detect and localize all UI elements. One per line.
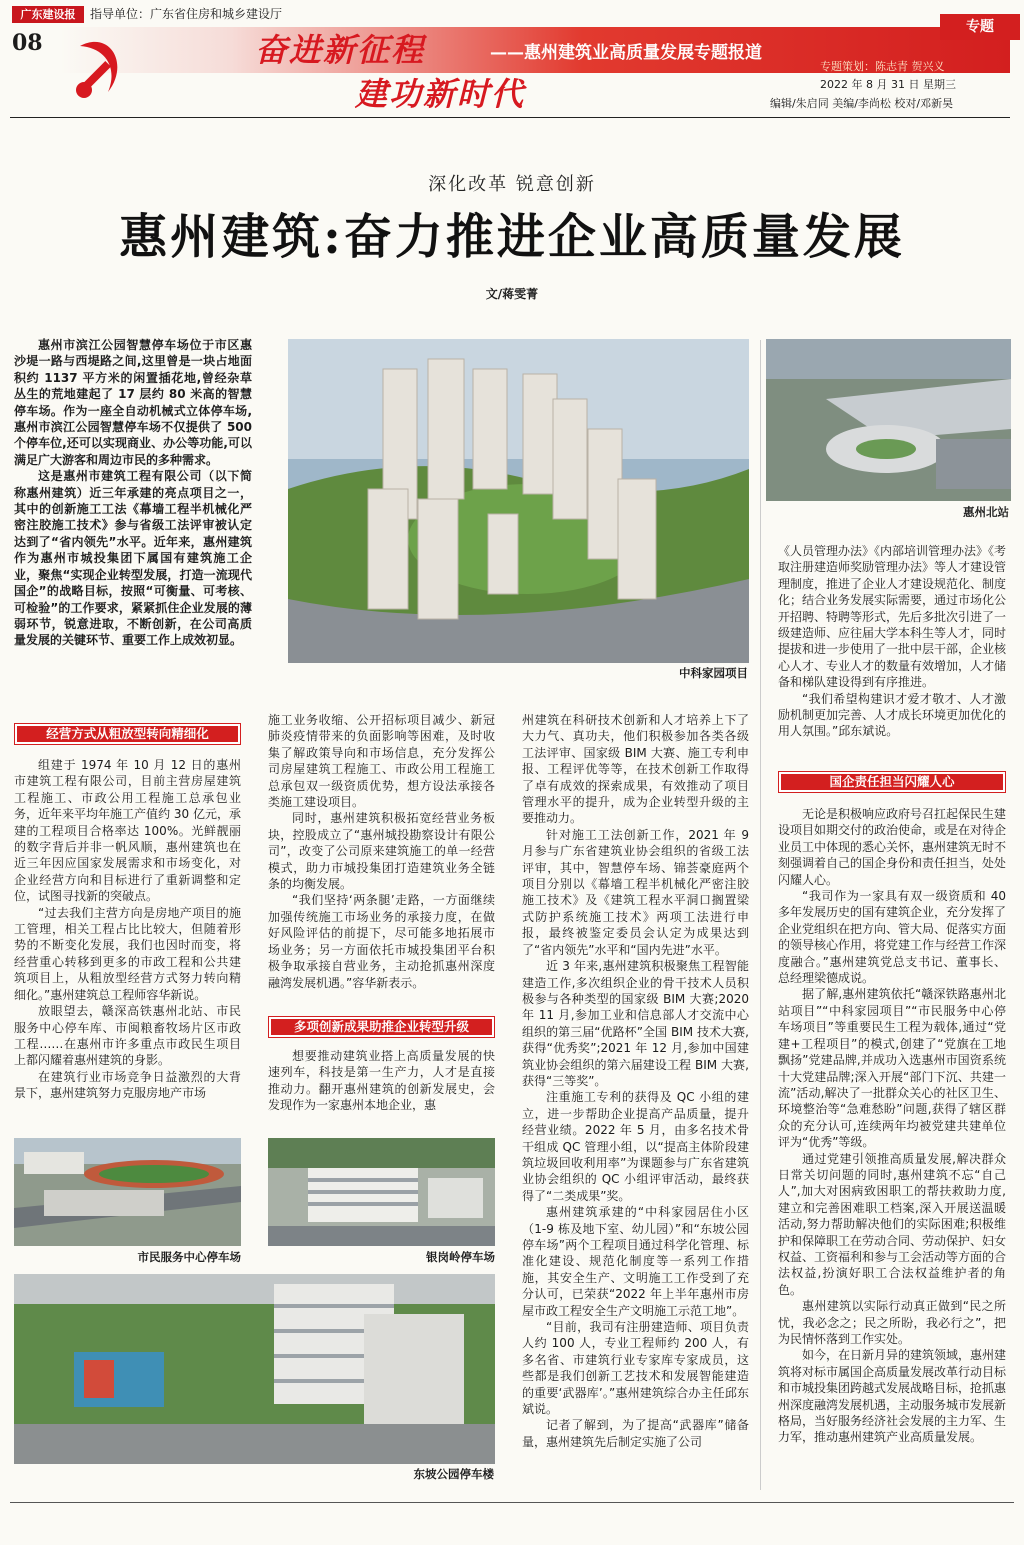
publication-tag: 广东建设报 bbox=[12, 6, 84, 23]
paragraph: 通过党建引领推高质量发展,解决群众日常关切问题的同时,惠州建筑不忘“自己人”,加大对困病致困职工的帮扶救助力度,建立和完善困难职工档案,深入开展送温暖活动,努力帮助解决他们的实际困难;积极维护和保障职工在劳动合同、劳动保护、妇女权益、工资福利和参与工会活动等方面的合法权益,扮演好职工合法权益维护者的角色。 bbox=[778, 1151, 1007, 1297]
lead-paragraph: 惠州市滨江公园智慧停车场位于市区惠沙堤一路与西堤路之间,这里曾是一块占地面积约 1137 平方米的闲置插花地,曾经杂草丛生的荒地建起了 17 层约 80 米高的智慧停车场。作为一座全自动机械式立体停车场,惠州市滨江公园智慧停车场不仅提供了 500 个停车位,还可以实现商业、办公等功能,可以满足广大游客和周边市民的多种需求。 bbox=[14, 338, 252, 467]
main-photo-zhongke bbox=[288, 339, 749, 663]
photo-caption-station: 惠州北站 bbox=[963, 505, 1009, 519]
photo-huizhou-north-station bbox=[766, 339, 1011, 501]
paragraph: 针对施工工法创新工作，2021 年 9 月参与广东省建筑业协会组织的省级工法评审，其中，智慧停车场、锦荟豪庭两个项目分别以《幕墙工程半机械化严密注胶施工技术》及《建筑工程水平洞口搁置梁式防护系统施工技术》两项工法进行申报，最终被鉴定委员会认定为成果达到了“省内领先”水平和“国内先进”水平。 bbox=[522, 827, 749, 957]
paragraph: 据了解,惠州建筑依托“赣深铁路惠州北站项目”“中科家园项目”“市民服务中心停车场项目”等重要民生工程为载体,通过“党建+工程项目”的模式,创建了“党旗在工地飘扬”党建品牌,并成功入选惠州市国资系统十大党建品牌;深入开展“部门下沉、共建一流”活动,解决了一批群众关心的社区卫生、环境整治等“急难愁盼”问题,获得了辖区群众的充分认可,连续两年均被党建共建单位评为“优秀”等级。 bbox=[778, 987, 1006, 1150]
section-heading-2 bbox=[268, 1016, 495, 1038]
photo-yingangling-parking bbox=[268, 1138, 495, 1246]
section-2-body bbox=[268, 1048, 495, 1114]
paragraph: “目前，我司有注册建造师、项目负责人约 100 人，专业工程师约 200 人，有多名省、市建筑行业专家库专家成员，这些都是我们创新工艺技术和发展智能建造的重要‘武器库’。”惠州建筑综合办主任邱东斌说。 bbox=[522, 1320, 749, 1417]
lead-paragraphs bbox=[14, 337, 252, 649]
paragraph: 无论是积极响应政府号召扛起保民生建设项目如期交付的政治使命，或是在对待企业员工中体现的悉心关怀，惠州建筑无时不刻强调着自己的国企身份和责任担当，处处闪耀人心。 bbox=[778, 807, 1007, 887]
topic-title: ——惠州建筑业高质量发展专题报道 bbox=[490, 43, 762, 63]
paragraph: 放眼望去，赣深高铁惠州北站、市民服务中心停车库、市闽粮畜牧场片区市政工程……在惠州市许多重点市政民生项目上都闪耀着惠州建筑的身影。 bbox=[14, 1004, 241, 1068]
kicker: 深化改革 锐意创新 bbox=[428, 174, 596, 195]
photo-dongpo-park-garage bbox=[14, 1274, 495, 1464]
section-label: 专题 bbox=[940, 14, 1020, 40]
paragraph: 惠州建筑以实际行动真正做到“民之所忧，我必念之；民之所盼，我必行之”，把为民情怀落到工作实处。 bbox=[778, 1299, 1006, 1346]
lead-paragraph: 这是惠州市建筑工程有限公司（以下简称惠州建筑）近三年承建的亮点项目之一，其中的创新施工工法《幕墙工程半机械化严密注胶施工技术》参与省级工法评审被认定达到了“省内领先”水平。近年来，惠州建筑作为惠州市城投集团下属国有建筑施工企业，聚焦“实现企业转型发展，打造一流现代国企”的战略目标，按照“可衡量、可考核、可检验”的工作要求，紧紧抓住企业发展的薄弱环节，锐意进取，不断创新，在公司高质量发展的关键环节、重要工作上成效初显。 bbox=[14, 469, 252, 648]
section-3-body bbox=[778, 806, 1006, 1446]
section-heading-3 bbox=[778, 771, 1006, 793]
paragraph: 施工业务收缩、公开招标项目减少、新冠肺炎疫情带来的负面影响等困难，及时收集了解政策导向和市场信息，充分发挥公司房屋建筑工程施工、市政公用工程施工总承包双一级资质优势，想方设法承接各类施工建设项目。 bbox=[268, 713, 495, 810]
planner-credit: 专题策划：陈志青 贺兴义 bbox=[820, 60, 945, 73]
paragraph: 记者了解到，为了提高“武器库”储备量，惠州建筑先后制定实施了公司 bbox=[522, 1418, 749, 1449]
page-number: 08 bbox=[12, 30, 43, 56]
headline: 惠州建筑:奋力推进企业高质量发展 bbox=[119, 209, 905, 265]
photo-caption-service-center: 市民服务中心停车场 bbox=[137, 1250, 241, 1264]
paragraph: 同时，惠州建筑积极拓宽经营业务板块，控股成立了“惠州城投勘察设计有限公司”，改变了公司原来建筑施工的单一经营模式，助力市城投集团打造建筑业务全链条的均衡发展。 bbox=[268, 811, 495, 892]
column-divider bbox=[760, 340, 761, 1490]
paragraph: 惠州建筑承建的“中科家园居住小区（1-9 栋及地下室、幼儿园）”和“东坡公园停车场”两个工程项目通过科学化管理、标准化建设、规范化制度等一系列工作措施，其安全生产、文明施工工作受到了充分认可，已荣获“2022 年上半年惠州市房屋市政工程安全生产文明施工示范工地”。 bbox=[522, 1205, 749, 1318]
party-emblem-icon bbox=[70, 34, 128, 106]
column-4-body bbox=[778, 543, 1006, 740]
paragraph: “我们坚持‘两条腿’走路，一方面继续加强传统施工市场业务的承接力度，在做好风险评估的前提下，尽可能多地拓展市场业务；另一方面依托市城投集团平台积极争取承接自营业务，主动抢抓惠州深度融湾发展机遇。”容华新表示。 bbox=[268, 893, 495, 990]
byline: 文/蒋雯菁 bbox=[485, 287, 539, 301]
slogan-line-2: 建功新时代 bbox=[355, 75, 526, 113]
paragraph: 近 3 年来,惠州建筑积极聚焦工程智能建造工作,多次组织企业的骨干技术人员积极参与各种类型的国家级 BIM 大赛;2020 年 11 月,参加工业和信息部人才交流中心组织的第三届“优路杯”全国 BIM 技术大赛,获得“优秀奖”;2021 年 12 月,参加中国建筑业协会组织的第六届建设工程 BIM 大赛,获得“三等奖”。 bbox=[522, 959, 749, 1088]
section-heading-2-text: 多项创新成果助推企业转型升级 bbox=[271, 1019, 492, 1035]
photo-caption-dongpo: 东坡公园停车楼 bbox=[413, 1467, 494, 1481]
paragraph: 《人员管理办法》《内部培训管理办法》《考取注册建造师奖励管理办法》等人才建设管理制度，推进了企业人才建设规范化、制度化；结合业务发展实际需要，通过市场化公开招聘、特聘等形式，先后多批次引进了一级建造师、应往届大学本科生等人才，同时提拔和进一步使用了一批中层干部，企业核心人才、专业人才的数量有效增加，人才储备和梯队建设得到有序推进。 bbox=[778, 544, 1007, 690]
paragraph: “过去我们主营方向是房地产项目的施工管理，相关工程占比比较大，但随着形势的不断变化发展，我们也因时而变，将经营重心转移到更多的市政工程和公共建筑项目上，从粗放型经营方式努力转向精细化。”惠州建筑总工程师容华新说。 bbox=[14, 905, 241, 1002]
section-1-body bbox=[14, 757, 241, 1102]
paragraph: 注重施工专利的获得及 QC 小组的建立，进一步帮助企业提高产品质量，提升经营业绩。2022 年 5 月，由多名技术骨干组成 QC 管理小组，以“提高主体阶段建筑垃圾回收利用率”为课题参与广东省建筑业协会组织的 QC 小组评审活动，最终获得了“二类成果”奖。 bbox=[522, 1090, 749, 1203]
column-2-body bbox=[268, 712, 495, 991]
paragraph: 州建筑在科研技术创新和人才培养上下了大力气、真功夫，他们积极参加各类各级工法评审、国家级 BIM 大赛、施工专利申报、工程评优等等，在技术创新工作取得了卓有成效的探索成果，有效推动了项目管理水平的提升，成为企业转型升级的主要推动力。 bbox=[522, 713, 749, 826]
section-heading-1-text: 经营方式从粗放型转向精细化 bbox=[17, 726, 238, 742]
paragraph: “我司作为一家具有双一级资质和 40 多年发展历史的国有建筑企业，充分发挥了企业党组织在把方向、管大局、促落实方面的领导核心作用，将党建工作与经营工作深度融合。”惠州建筑党总支书记、董事长、总经理梁德成说。 bbox=[778, 889, 1007, 986]
section-heading-3-text: 国企责任担当闪耀人心 bbox=[781, 774, 1003, 790]
column-3-body bbox=[522, 712, 749, 1450]
section-heading-1 bbox=[14, 723, 241, 745]
paragraph: 如今，在日新月异的建筑领域，惠州建筑将对标市属国企高质量发展改革行动目标和市城投集团跨越式发展战略目标，抢抓惠州深度融湾发展机遇，主动服务城市发展新格局，当好服务经济社会发展的主力军、生力军，推动惠州建筑产业高质量发展。 bbox=[778, 1348, 1007, 1445]
paragraph: 在建筑行业市场竞争日益激烈的大背景下，惠州建筑努力克服房地产市场 bbox=[14, 1069, 241, 1101]
guide-unit: 指导单位：广东省住房和城乡建设厅 bbox=[90, 7, 283, 21]
slogan-line-1: 奋进新征程 bbox=[255, 31, 426, 69]
paragraph: “我们希望构建识才爱才敬才、人才激励机制更加完善、人才成长环境更加优化的用人氛围。”邱东斌说。 bbox=[778, 691, 1007, 739]
editor-credits: 编辑/朱启同 美编/李尚松 校对/邓新昊 bbox=[770, 97, 954, 110]
masthead bbox=[0, 0, 1024, 125]
paragraph: 想要推动建筑业搭上高质量发展的快速列车，科技是第一生产力，人才是直接推动力。翻开惠州建筑的创新发展史，会发现作为一家惠州本地企业，惠 bbox=[268, 1049, 495, 1113]
masthead-rule bbox=[10, 117, 1010, 118]
photo-service-center-parking bbox=[14, 1138, 241, 1246]
issue-date: 2022 年 8 月 31 日 星期三 bbox=[820, 78, 956, 91]
photo-caption-yingangling: 银岗岭停车场 bbox=[426, 1250, 495, 1264]
photo-caption-main: 中科家园项目 bbox=[679, 666, 748, 680]
page-bottom-rule bbox=[10, 1502, 1014, 1503]
paragraph: 组建于 1974 年 10 月 12 日的惠州市建筑工程有限公司，目前主营房屋建筑工程施工、市政公用工程施工总承包业务，近年来平均年施工产值约 30 亿元，承建的工程项目合格率达 100%。光鲜靓丽的数字背后并非一帆风顺，惠州建筑也在近三年因应国家发展需求和市场变化，对企业经营方向和目标进行了重新调整和定位，试图寻找新的突破点。 bbox=[14, 758, 241, 904]
